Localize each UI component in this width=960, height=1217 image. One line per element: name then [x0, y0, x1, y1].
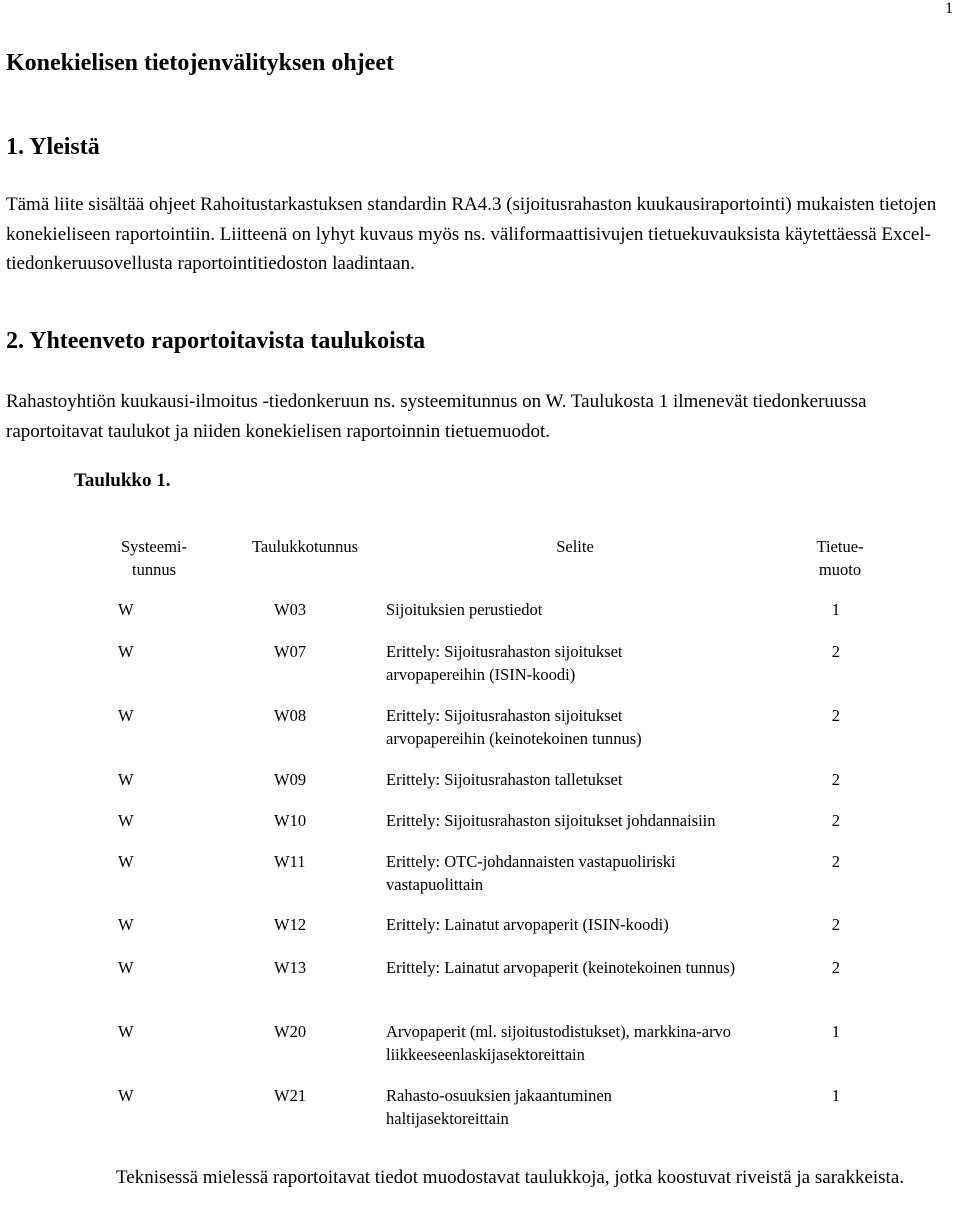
table-cell-tietuemuoto: 1	[831, 1086, 840, 1105]
table-cell-taulukko: W09	[274, 770, 307, 789]
table-cell-tietuemuoto: 2	[831, 915, 840, 934]
table-cell-tietuemuoto: 2	[831, 852, 840, 871]
table-caption: Taulukko 1.	[74, 470, 171, 491]
header-taulukkotunnus: Taulukkotunnus	[251, 537, 359, 556]
table-cell-selite: Erittely: OTC-johdannaisten vastapuoliriski vastapuolittain	[386, 852, 676, 894]
table-cell-selite: Rahasto-osuuksien jakaantuminen haltijasektoreittain	[386, 1086, 612, 1128]
table-cell-tietuemuoto: 2	[831, 770, 840, 789]
table-cell-selite: Sijoituksien perustiedot	[386, 600, 543, 619]
table-cell-taulukko: W08	[274, 706, 307, 725]
table-cell-taulukko: W10	[274, 811, 307, 830]
closing-paragraph: Teknisessä mielessä raportoitavat tiedot muodostavat taulukkoja, jotka koostuvat riveistä ja sarakkeista.	[116, 1167, 905, 1188]
table-cell-taulukko: W07	[274, 642, 307, 661]
table-cell-selite: Erittely: Sijoitusrahaston talletukset	[386, 770, 623, 789]
table-cell-systeemi: W	[118, 1022, 134, 1041]
section-1-paragraph: Tämä liite sisältää ohjeet Rahoitustarkastuksen standardin RA4.3 (sijoitusrahaston kuukausiraportointi) mukaisten tietojen konekieliseen raportointiin. Liitteenä on lyhyt kuvaus myös ns. väliformaattisivujen tietuekuvauksista käytettäessä Excel-tiedonkeruusovellusta raportointitiedoston laadintaan.	[6, 194, 937, 274]
table-cell-tietuemuoto: 1	[831, 1022, 840, 1041]
table-cell-selite: Erittely: Sijoitusrahaston sijoitukset johdannaisiin	[386, 811, 716, 830]
section-2-paragraph: Rahastoyhtiön kuukausi-ilmoitus -tiedonkeruun ns. systeemitunnus on W. Taulukosta 1 ilmenevät tiedonkeruussa raportoitavat taulukot ja niiden konekielisen raportoinnin tietuemuodot.	[6, 391, 867, 442]
table-cell-selite: Arvopaperit (ml. sijoitustodistukset), markkina-arvo liikkeeseenlaskijasektoreittain	[386, 1022, 732, 1064]
table-cell-selite: Erittely: Sijoitusrahaston sijoitukset arvopapereihin (ISIN-koodi)	[386, 642, 623, 684]
table-cell-taulukko: W03	[274, 600, 307, 619]
document-title: Konekielisen tietojenvälityksen ohjeet	[6, 50, 394, 76]
section-1-heading: 1. Yleistä	[6, 134, 100, 160]
table-cell-systeemi: W	[118, 1086, 134, 1105]
table-cell-systeemi: W	[118, 600, 134, 619]
table-cell-tietuemuoto: 1	[831, 600, 840, 619]
table-cell-tietuemuoto: 2	[831, 958, 840, 977]
table-cell-taulukko: W13	[274, 958, 307, 977]
table-cell-taulukko: W21	[274, 1086, 307, 1105]
table-cell-tietuemuoto: 2	[831, 811, 840, 830]
table-cell-systeemi: W	[118, 811, 134, 830]
table-cell-selite: Erittely: Lainatut arvopaperit (ISIN-koodi)	[386, 915, 669, 934]
section-2-heading: 2. Yhteenveto raportoitavista taulukoista	[6, 328, 426, 354]
table-cell-taulukko: W12	[274, 915, 307, 934]
header-tietuemuoto: Tietue- muoto	[816, 537, 864, 579]
header-selite: Selite	[556, 537, 594, 556]
table-cell-selite: Erittely: Sijoitusrahaston sijoitukset arvopapereihin (keinotekoinen tunnus)	[386, 706, 642, 748]
table-cell-systeemi: W	[118, 852, 134, 871]
header-systeemitunnus: Systeemi- tunnus	[121, 537, 187, 579]
table-cell-tietuemuoto: 2	[831, 706, 840, 725]
table-cell-systeemi: W	[118, 770, 134, 789]
table-cell-tietuemuoto: 2	[831, 642, 840, 661]
table-cell-systeemi: W	[118, 706, 134, 725]
table-cell-systeemi: W	[118, 915, 134, 934]
table-cell-selite: Erittely: Lainatut arvopaperit (keinotekoinen tunnus)	[386, 958, 736, 977]
table-cell-systeemi: W	[118, 958, 134, 977]
table-cell-taulukko: W20	[274, 1022, 307, 1041]
page-number: 1	[945, 0, 953, 17]
table-cell-systeemi: W	[118, 642, 134, 661]
table-cell-taulukko: W11	[274, 852, 306, 871]
